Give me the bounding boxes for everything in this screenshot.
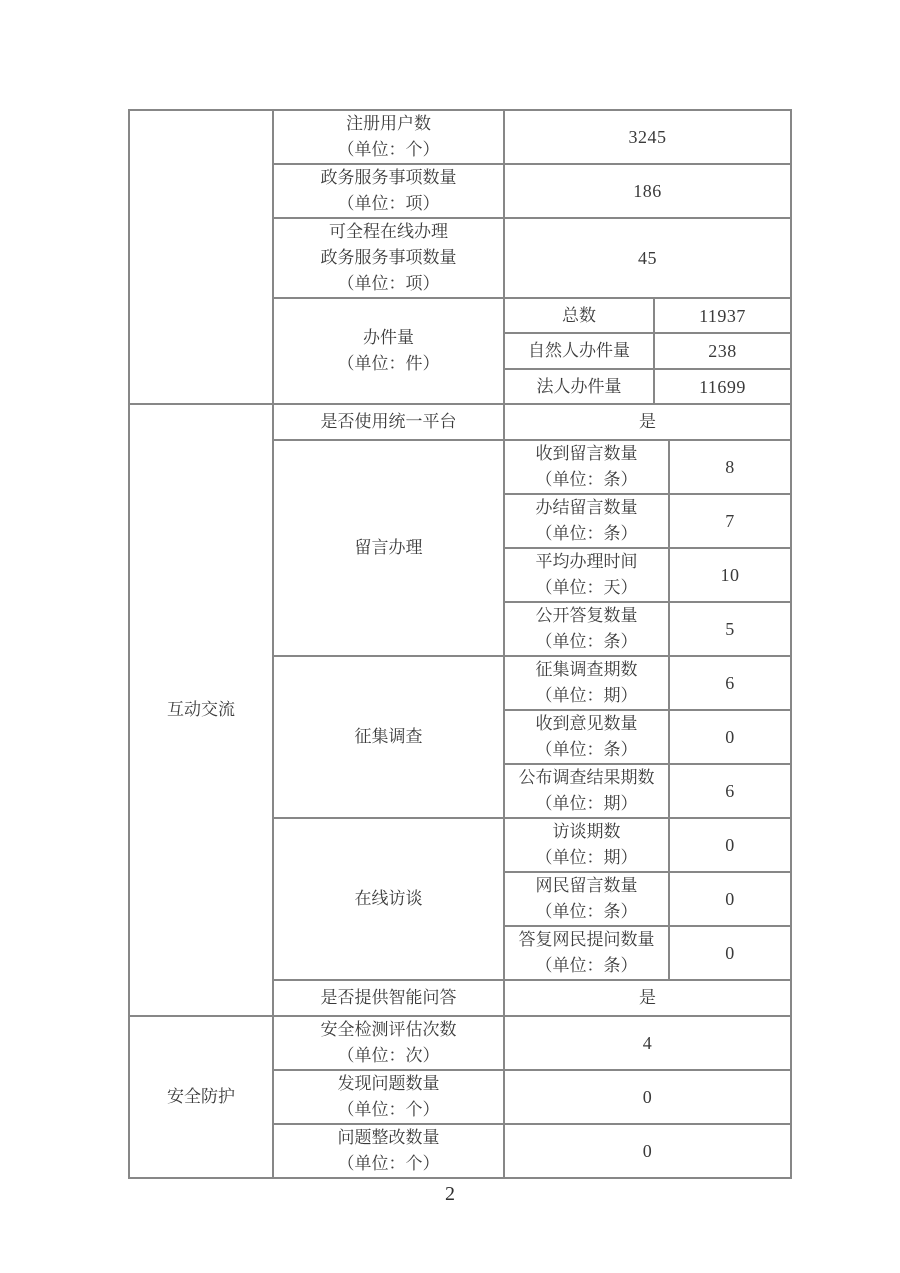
sublabel-cell-legal-person: 法人办件量 bbox=[504, 369, 654, 404]
metric-unit: （单位：期） bbox=[535, 686, 638, 705]
metric-unit: （单位：项） bbox=[337, 194, 440, 213]
value-cell-unified-platform: 是 bbox=[504, 404, 791, 440]
label-cell-security-assessments bbox=[273, 1016, 504, 1070]
security-section-table bbox=[128, 1015, 792, 1179]
value-cell-messages-completed: 7 bbox=[669, 494, 791, 548]
sublabel-cell-interview-issues bbox=[504, 818, 669, 872]
metric-name: 网民留言数量 bbox=[535, 876, 638, 895]
value-cell-total: 11937 bbox=[654, 298, 791, 333]
label-cell-interview: 在线访谈 bbox=[273, 818, 504, 980]
value-cell-interview-issues: 0 bbox=[669, 818, 791, 872]
metric-name: 问题整改数量 bbox=[337, 1128, 440, 1147]
service-section-table bbox=[128, 109, 792, 405]
sublabel-cell-netizen-messages bbox=[504, 872, 669, 926]
group-cell-interaction: 互动交流 bbox=[129, 404, 273, 1016]
page-number: 2 bbox=[445, 1183, 455, 1205]
metric-name: 办件量 bbox=[363, 328, 414, 347]
value-cell-natural-person: 238 bbox=[654, 333, 791, 369]
metric-unit: （单位：条） bbox=[535, 956, 638, 975]
value-cell-legal-person: 11699 bbox=[654, 369, 791, 404]
label-cell-unified-platform: 是否使用统一平台 bbox=[273, 404, 504, 440]
label-cell-registered-users bbox=[273, 110, 504, 164]
sublabel-cell-avg-handling-time bbox=[504, 548, 669, 602]
sublabel-cell-natural-person: 自然人办件量 bbox=[504, 333, 654, 369]
metric-name: 答复网民提问数量 bbox=[518, 930, 655, 949]
metric-unit: （单位：次） bbox=[337, 1046, 440, 1065]
value-cell-netizen-messages: 0 bbox=[669, 872, 791, 926]
metric-name: 发现问题数量 bbox=[337, 1074, 440, 1093]
metric-unit: （单位：条） bbox=[535, 524, 638, 543]
value-cell-registered-users: 3245 bbox=[504, 110, 791, 164]
metric-unit: （单位：条） bbox=[535, 902, 638, 921]
label-cell-service-items bbox=[273, 164, 504, 218]
value-cell-problems-found: 0 bbox=[504, 1070, 791, 1124]
value-cell-security-assessments: 4 bbox=[504, 1016, 791, 1070]
value-cell-online-service-items: 45 bbox=[504, 218, 791, 298]
sublabel-cell-results-published bbox=[504, 764, 669, 818]
value-cell-problems-fixed: 0 bbox=[504, 1124, 791, 1178]
metric-unit: （单位：期） bbox=[535, 794, 638, 813]
sublabel-cell-opinions-received bbox=[504, 710, 669, 764]
value-cell-survey-issues: 6 bbox=[669, 656, 791, 710]
metric-name: 安全检测评估次数 bbox=[320, 1020, 457, 1039]
value-cell-avg-handling-time: 10 bbox=[669, 548, 791, 602]
metric-unit: （单位：个） bbox=[337, 140, 440, 159]
label-cell-problems-fixed bbox=[273, 1124, 504, 1178]
value-cell-results-published: 6 bbox=[669, 764, 791, 818]
group-cell-empty bbox=[129, 110, 273, 404]
label-cell-message-handling: 留言办理 bbox=[273, 440, 504, 656]
metric-unit: （单位：个） bbox=[337, 1100, 440, 1119]
label-cell-survey: 征集调查 bbox=[273, 656, 504, 818]
metric-name: 访谈期数 bbox=[552, 822, 621, 841]
label-cell-smart-qa: 是否提供智能问答 bbox=[273, 980, 504, 1016]
label-cell-case-volume bbox=[273, 298, 504, 404]
metric-name: 办结留言数量 bbox=[535, 498, 638, 517]
metric-name: 可全程在线办理 bbox=[329, 222, 448, 241]
metric-name-line2: 政务服务事项数量 bbox=[320, 248, 457, 267]
sublabel-cell-survey-issues bbox=[504, 656, 669, 710]
sublabel-cell-questions-answered bbox=[504, 926, 669, 980]
metric-unit: （单位：天） bbox=[535, 578, 638, 597]
sublabel-cell-public-replies bbox=[504, 602, 669, 656]
value-cell-opinions-received: 0 bbox=[669, 710, 791, 764]
metric-unit: （单位：条） bbox=[535, 632, 638, 651]
metric-unit: （单位：条） bbox=[535, 470, 638, 489]
interaction-section-table bbox=[128, 403, 792, 1017]
metric-unit: （单位：项） bbox=[337, 274, 440, 293]
metric-name: 公布调查结果期数 bbox=[518, 768, 655, 787]
value-cell-smart-qa: 是 bbox=[504, 980, 791, 1016]
metric-name: 注册用户数 bbox=[346, 114, 431, 133]
statistics-table bbox=[128, 109, 790, 1179]
metric-name: 征集调查期数 bbox=[535, 660, 638, 679]
value-cell-service-items: 186 bbox=[504, 164, 791, 218]
metric-name: 公开答复数量 bbox=[535, 606, 638, 625]
sublabel-cell-messages-received bbox=[504, 440, 669, 494]
metric-unit: （单位：件） bbox=[337, 354, 440, 373]
group-cell-security: 安全防护 bbox=[129, 1016, 273, 1178]
metric-unit: （单位：条） bbox=[535, 740, 638, 759]
metric-unit: （单位：个） bbox=[337, 1154, 440, 1173]
value-cell-questions-answered: 0 bbox=[669, 926, 791, 980]
metric-name: 政务服务事项数量 bbox=[320, 168, 457, 187]
label-cell-problems-found bbox=[273, 1070, 504, 1124]
label-cell-online-service-items bbox=[273, 218, 504, 298]
value-cell-public-replies: 5 bbox=[669, 602, 791, 656]
metric-unit: （单位：期） bbox=[535, 848, 638, 867]
sublabel-cell-messages-completed bbox=[504, 494, 669, 548]
value-cell-messages-received: 8 bbox=[669, 440, 791, 494]
sublabel-cell-total: 总数 bbox=[504, 298, 654, 333]
metric-name: 平均办理时间 bbox=[535, 552, 638, 571]
metric-name: 收到留言数量 bbox=[535, 444, 638, 463]
metric-name: 收到意见数量 bbox=[535, 714, 638, 733]
